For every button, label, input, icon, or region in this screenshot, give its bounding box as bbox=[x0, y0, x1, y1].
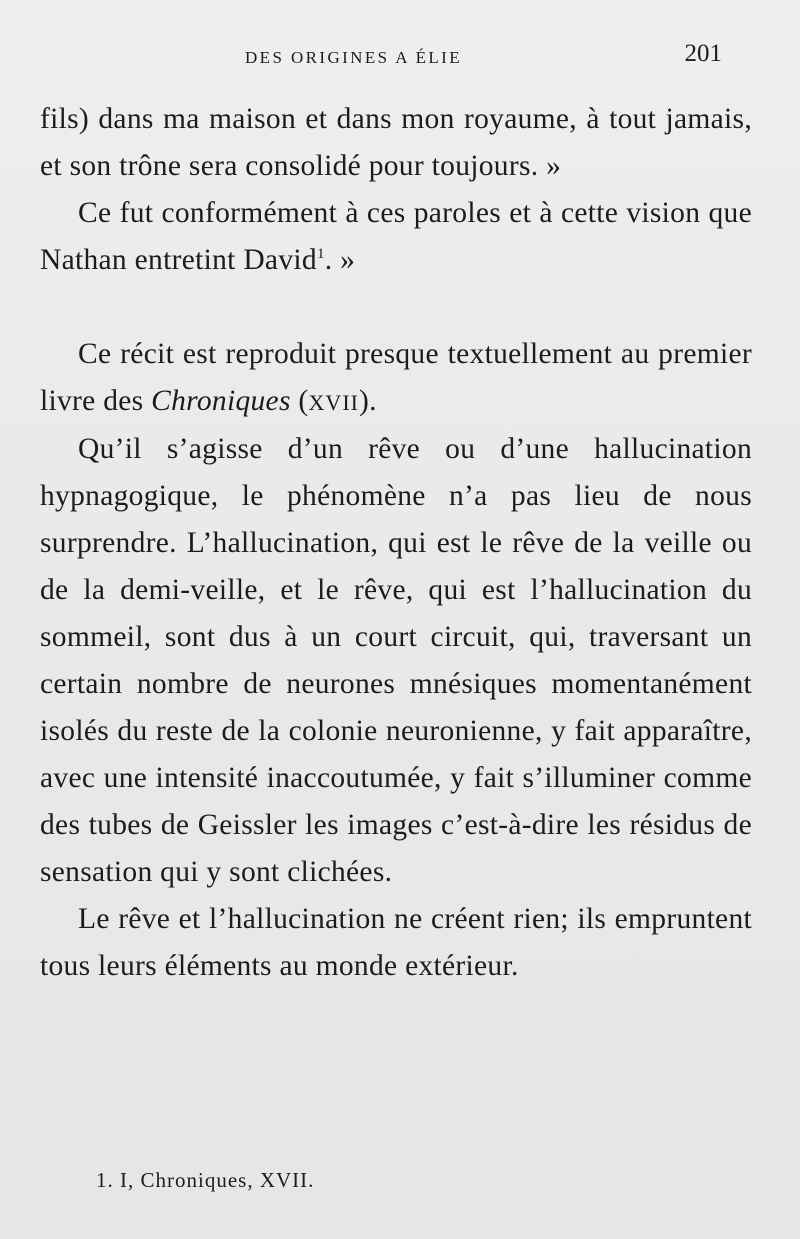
running-title: DES ORIGINES A ÉLIE bbox=[245, 48, 463, 67]
paragraph-3-text: Ce récit est reproduit presque textuellement au premier livre des bbox=[40, 338, 752, 417]
paragraph-2 bbox=[40, 190, 752, 284]
paren-close: ). bbox=[358, 385, 377, 417]
paren-open: ( bbox=[290, 385, 309, 417]
chapter-number: XVII bbox=[308, 390, 359, 415]
paragraph-2-end: . » bbox=[324, 244, 356, 276]
running-head bbox=[40, 40, 740, 74]
paragraph-3 bbox=[40, 331, 752, 426]
section-break bbox=[40, 284, 752, 331]
book-title-chroniques: Chroniques bbox=[151, 385, 291, 417]
paragraph-5: Le rêve et l’hallucination ne créent rien; ils empruntent tous leurs éléments au monde extérieur. bbox=[40, 903, 752, 982]
footnote-reference: 1 bbox=[316, 246, 325, 263]
paragraph-1: fils) dans ma maison et dans mon royaume, à tout jamais, et son trône sera consolidé pour toujours. » bbox=[40, 103, 752, 182]
paragraph-4: Qu’il s’agisse d’un rêve ou d’une hallucination hypnagogique, le phénomène n’a pas lieu de nous surprendre. L’hallucination, qui est le rêve de la veille ou de la demi-veille, et le rêve, qui est l’hallucination du sommeil, sont dus à un court circuit, qui, traversant un certain nombre de neurones mnésiques momentanément isolés du reste de la colonie neuronienne, y fait apparaître, avec une intensité inaccoutumée, y fait s’illuminer comme des tubes de Geissler les images c’est-à-dire les résidus de sensation qui y sont clichées. bbox=[40, 433, 752, 888]
page-number: 201 bbox=[684, 40, 722, 67]
footnote: 1. I, Chroniques, XVII. bbox=[96, 1168, 315, 1192]
paragraph-2-text: Ce fut conformément à ces paroles et à cette vision que Nathan entretint David bbox=[40, 197, 752, 276]
body-text bbox=[40, 96, 752, 990]
